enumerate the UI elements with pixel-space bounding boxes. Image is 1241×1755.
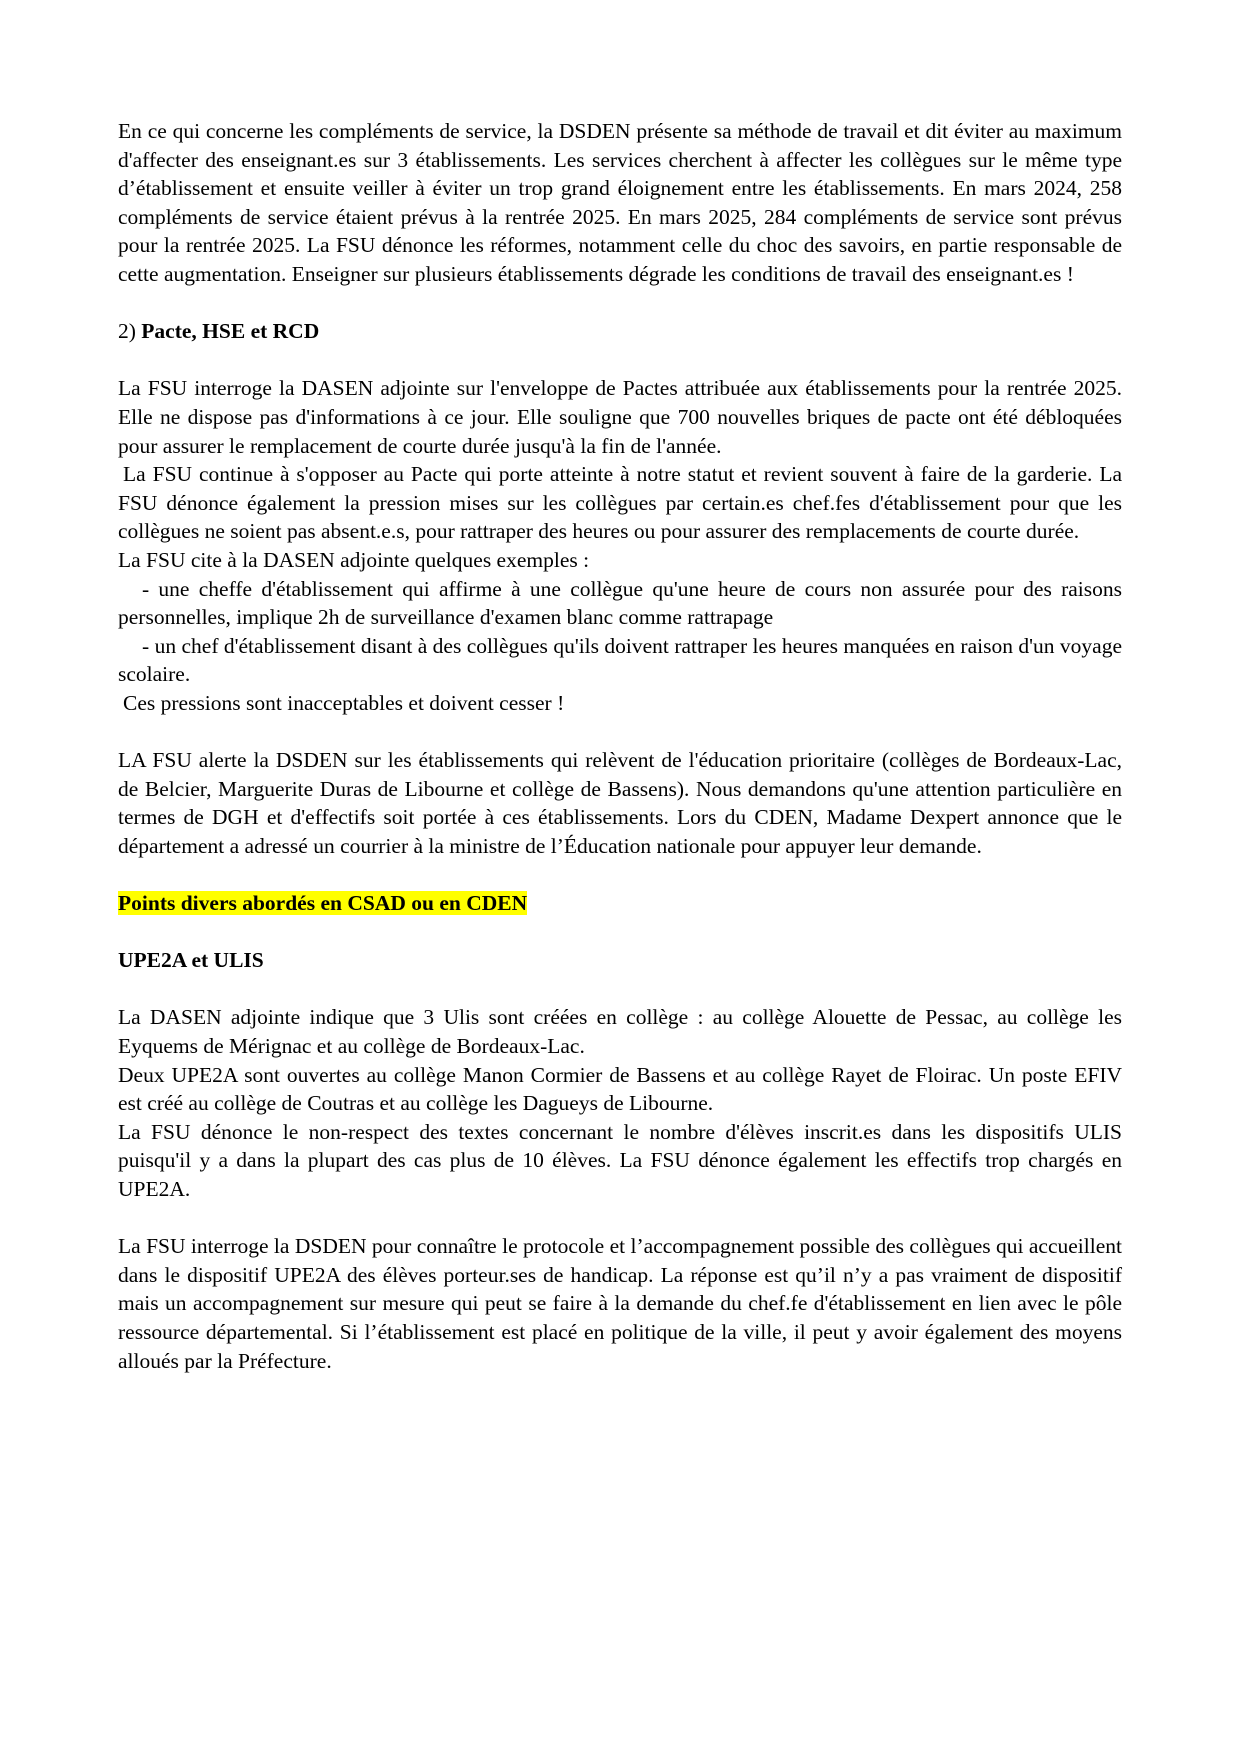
highlighted-heading: Points divers abordés en CSAD ou en CDEN <box>118 891 528 916</box>
list-item-exemple-2: - un chef d'établissement disant à des collègues qu'ils doivent rattraper les heures manquées en raison d'un voyage scolaire. <box>118 633 1122 687</box>
paragraph-pacte-opposition: La FSU continue à s'opposer au Pacte qui porte atteinte à notre statut et revient souvent à faire de la garderie. La FSU dénonce également la pression mises sur les collègues par certain.es chef.fes d'établissement pour que les collègues ne soient pas absent.e.s, pour rattraper des heures ou pour assurer des remplacements de courte durée. <box>118 462 1122 544</box>
paragraph-ulis-creees: La DASEN adjointe indique que 3 Ulis sont créées en collège : au collège Alouette de Pessac, au collège les Eyquems de Mérignac et au collège de Bordeaux-Lac. <box>118 1005 1122 1058</box>
section-2-number: 2) <box>118 319 136 344</box>
section-2-title: Pacte, HSE et RCD <box>141 319 320 344</box>
document-body <box>118 117 1122 1375</box>
list-item-exemple-1: - une cheffe d'établissement qui affirme à une collègue qu'une heure de cours non assurée pour des raisons personnelles, implique 2h de surveillance d'examen blanc comme rattrapage <box>118 576 1122 630</box>
section-2-heading <box>118 317 1122 346</box>
paragraph-upe2a-ouvertes: Deux UPE2A sont ouvertes au collège Manon Cormier de Bassens et au collège Rayet de Floirac. Un poste EFIV est créé au collège de Coutras et au collège les Dagueys de Libourne. <box>118 1062 1122 1116</box>
paragraph-pacte-pressions: Ces pressions sont inacceptables et doivent cesser ! <box>123 690 565 715</box>
paragraph-pacte-enveloppe: La FSU interroge la DASEN adjointe sur l'enveloppe de Pactes attribuée aux établissements pour la rentrée 2025. Elle ne dispose pas d'informations à ce jour. Elle souligne que 700 nouvelles briques de pacte ont été débloquées pour assurer le remplacement de courte durée jusqu'à la fin de l'année. <box>118 376 1122 458</box>
paragraph-complements-service: En ce qui concerne les compléments de service, la DSDEN présente sa méthode de travail et dit éviter au maximum d'affecter des enseignant.es sur 3 établissements. Les services cherchent à affecter les collègues sur le même type d’établissement et ensuite veiller à éviter un trop grand éloignement entre les établissements. En mars 2024, 258 compléments de service étaient prévus à la rentrée 2025. En mars 2025, 284 compléments de service sont prévus pour la rentrée 2025. La FSU dénonce les réformes, notamment celle du choc des savoirs, en partie responsable de cette augmentation. Enseigner sur plusieurs établissements dégrade les conditions de travail des enseignant.es ! <box>118 119 1122 286</box>
paragraph-protocole-handicap: La FSU interroge la DSDEN pour connaître le protocole et l’accompagnement possible des collègues qui accueillent dans le dispositif UPE2A des élèves porteur.ses de handicap. La réponse est qu’il n’y a pas vraiment de dispositif mais un accompagnement sur mesure qui peut se faire à la demande du chef.fe d'établissement en lien avec le pôle ressource départemental. Si l’établissement est placé en politique de la ville, il peut y avoir également des moyens alloués par la Préfecture. <box>118 1234 1122 1373</box>
paragraph-ulis-effectifs: La FSU dénonce le non-respect des textes concernant le nombre d'élèves inscrit.es dans les dispositifs ULIS puisqu'il y a dans la plupart des cas plus de 10 élèves. La FSU dénonce également les effectifs trop chargés en UPE2A. <box>118 1119 1122 1201</box>
paragraph-pacte-exemples: La FSU cite à la DASEN adjointe quelques exemples : <box>118 547 590 572</box>
paragraph-education-prioritaire: LA FSU alerte la DSDEN sur les établissements qui relèvent de l'éducation prioritaire (collèges de Bordeaux-Lac, de Belcier, Marguerite Duras de Libourne et collège de Bassens). Nous demandons qu'une attention particulière en termes de DGH et d'effectifs soit portée à ces établissements. Lors du CDEN, Madame Dexpert annonce que le département a adressé un courrier à la ministre de l’Éducation nationale pour appuyer leur demande. <box>118 748 1122 858</box>
upe2a-ulis-heading: UPE2A et ULIS <box>118 948 264 973</box>
points-divers-heading <box>118 889 1122 918</box>
